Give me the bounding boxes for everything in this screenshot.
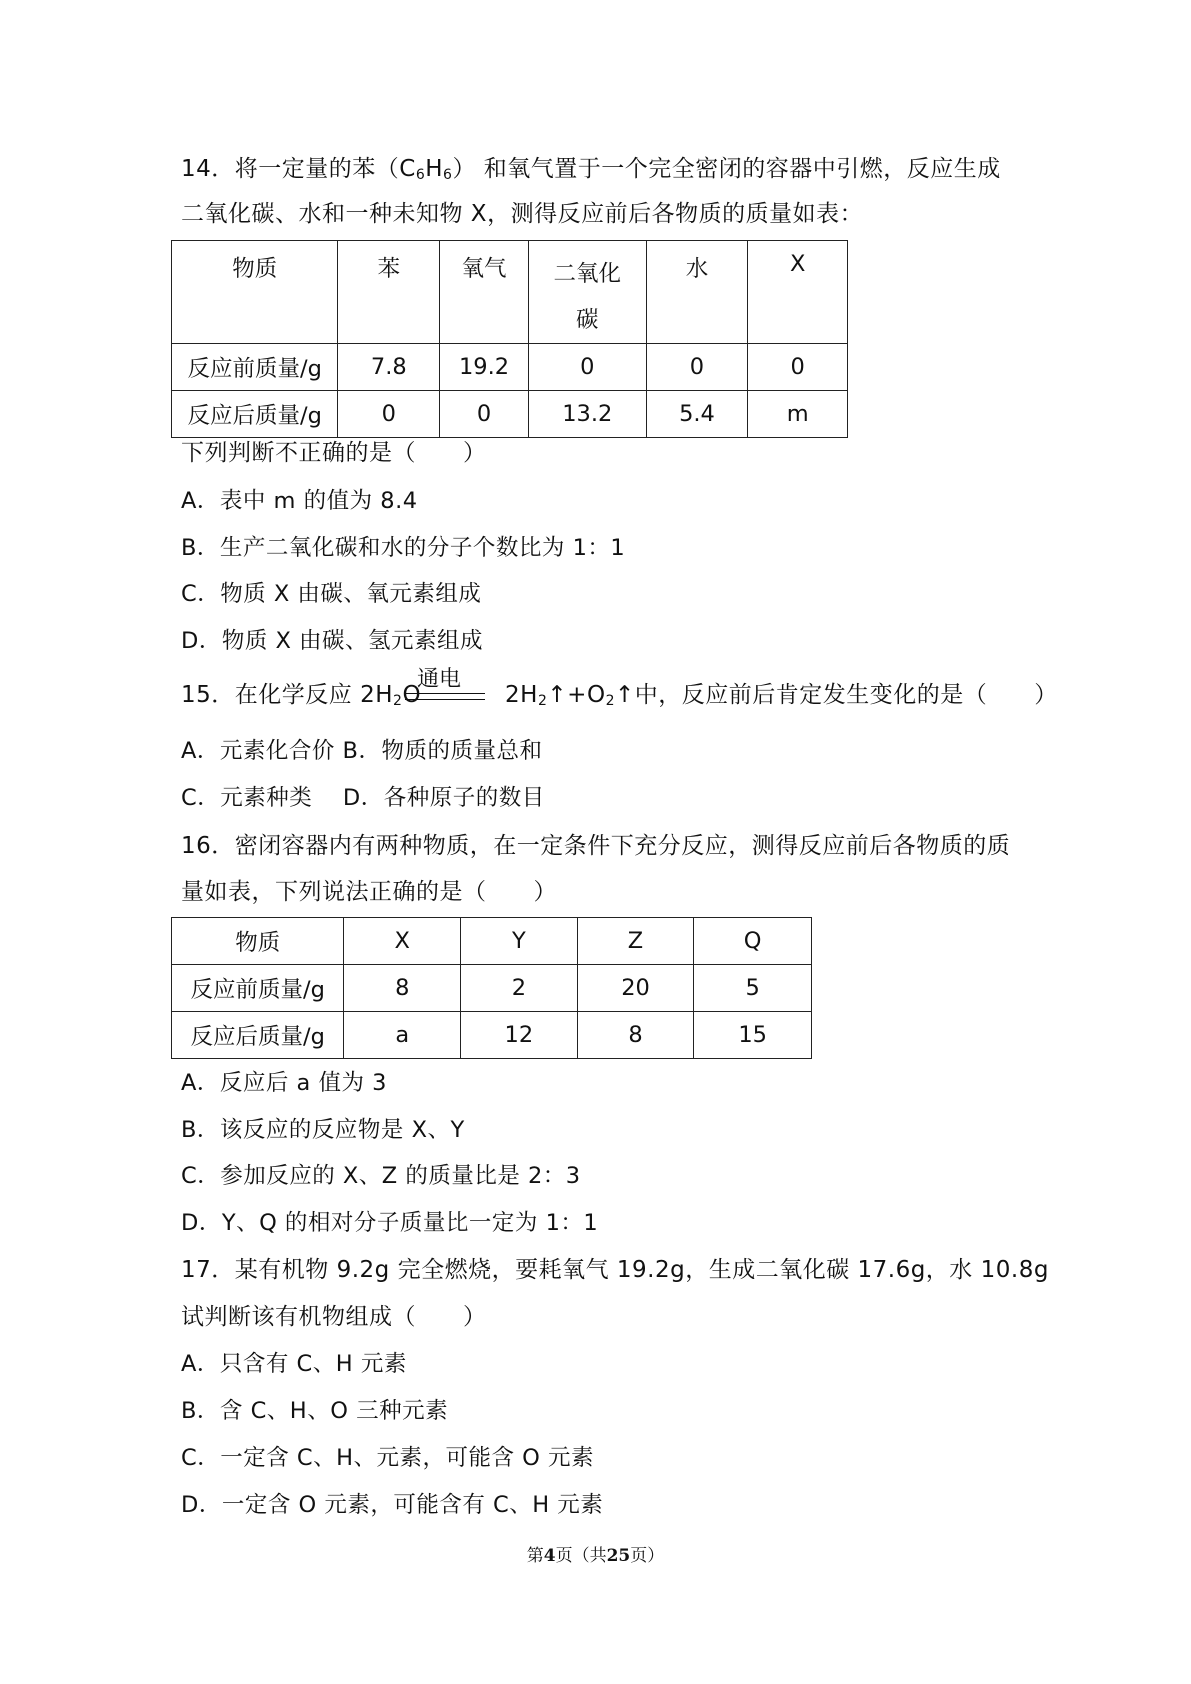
table-cell: 0	[748, 344, 848, 391]
table-cell: 反应后质量/g	[172, 391, 338, 438]
q17-option-d: D．一定含 O 元素，可能含有 C、H 元素	[181, 1492, 604, 1518]
page-footer: 第4页（共25页）	[526, 1546, 665, 1566]
table-row	[172, 344, 848, 391]
table-header-cell: 水	[646, 241, 748, 344]
q15-options-row1: A．元素化合价 B．物质的质量总和	[181, 738, 543, 764]
table-cell: 7.8	[338, 344, 440, 391]
q17-option-a: A．只含有 C、H 元素	[181, 1351, 407, 1377]
table-cell: 0	[528, 344, 646, 391]
q14-option-b: B．生产二氧化碳和水的分子个数比为 1：1	[181, 535, 626, 561]
q17-option-b: B．含 C、H、O 三种元素	[181, 1398, 449, 1424]
table-cell: 5.4	[646, 391, 748, 438]
q15-options-row2: C．元素种类 D．各种原子的数目	[181, 785, 545, 811]
table-header-cell: Q	[694, 918, 812, 965]
q17-option-c: C．一定含 C、H、元素，可能含 O 元素	[181, 1445, 595, 1471]
table-cell: 反应前质量/g	[172, 965, 344, 1012]
table-cell: 20	[577, 965, 694, 1012]
table-cell: 0	[646, 344, 748, 391]
q16-stem-line1: 16．密闭容器内有两种物质，在一定条件下充分反应，测得反应前后各物质的质	[181, 833, 1011, 859]
q17-stem-line2: 试判断该有机物组成（ ）	[181, 1304, 487, 1330]
table-cell: 8	[577, 1012, 694, 1059]
q16-stem-line2: 量如表，下列说法正确的是（ ）	[181, 879, 557, 905]
table-header-cell: 苯	[338, 241, 440, 344]
q16-mass-table	[171, 917, 812, 1059]
table-header-cell: 物质	[172, 918, 344, 965]
q17-stem-line1: 17．某有机物 9.2g 完全燃烧，要耗氧气 19.2g，生成二氧化碳 17.6g，水 10.8g	[181, 1257, 1049, 1283]
table-cell: 反应前质量/g	[172, 344, 338, 391]
table-header-cell: Y	[461, 918, 578, 965]
table-cell: 0	[338, 391, 440, 438]
table-cell: 反应后质量/g	[172, 1012, 344, 1059]
table-row	[172, 1012, 812, 1059]
q14-option-d: D．物质 X 由碳、氢元素组成	[181, 628, 484, 654]
q16-option-d: D．Y、Q 的相对分子质量比一定为 1：1	[181, 1210, 599, 1236]
table-header-cell: Z	[577, 918, 694, 965]
q14-stem-line2: 二氧化碳、水和一种未知物 X，测得反应前后各物质的质量如表：	[181, 201, 864, 227]
reaction-condition: 通电	[417, 667, 462, 692]
page-total: 25	[606, 1546, 631, 1566]
q16-option-b: B．该反应的反应物是 X、Y	[181, 1117, 465, 1143]
table-row	[172, 918, 812, 965]
table-row	[172, 241, 848, 344]
q16-option-a: A．反应后 a 值为 3	[181, 1070, 387, 1096]
equals-sign-bottom	[405, 699, 485, 700]
table-cell: 19.2	[440, 344, 529, 391]
table-cell: 2	[461, 965, 578, 1012]
table-row	[172, 391, 848, 438]
q14-option-a: A．表中 m 的值为 8.4	[181, 488, 418, 514]
table-header-cell: 氧气	[440, 241, 529, 344]
table-cell: m	[748, 391, 848, 438]
table-header-cell: 物质	[172, 241, 338, 344]
q14-mass-table	[171, 240, 848, 438]
table-cell: 12	[461, 1012, 578, 1059]
table-header-cell: X	[344, 918, 461, 965]
q14-question: 下列判断不正确的是（ ）	[181, 440, 487, 466]
table-row	[172, 965, 812, 1012]
q16-option-c: C．参加反应的 X、Z 的质量比是 2：3	[181, 1163, 581, 1189]
table-header-cell: X	[748, 241, 848, 344]
q15-stem: 15．在化学反应 $2H_2O$ $2H_2↑+O_2↑$中，反应前后肯定发生变化的是（ ）	[181, 682, 1058, 709]
table-cell: 0	[440, 391, 529, 438]
table-cell: 15	[694, 1012, 812, 1059]
table-cell: a	[344, 1012, 461, 1059]
table-header-cell: 二氧化 碳	[528, 241, 646, 344]
q14-stem-line1: 14．将一定量的苯$(C_6H_6)$ 和氧气置于一个完全密闭的容器中引燃，反应生成	[181, 156, 1001, 183]
table-cell: 5	[694, 965, 812, 1012]
q14-option-c: C．物质 X 由碳、氧元素组成	[181, 581, 482, 607]
equals-sign-top	[405, 693, 485, 694]
table-cell: 13.2	[528, 391, 646, 438]
table-cell: 8	[344, 965, 461, 1012]
page-number: 4	[543, 1546, 556, 1566]
